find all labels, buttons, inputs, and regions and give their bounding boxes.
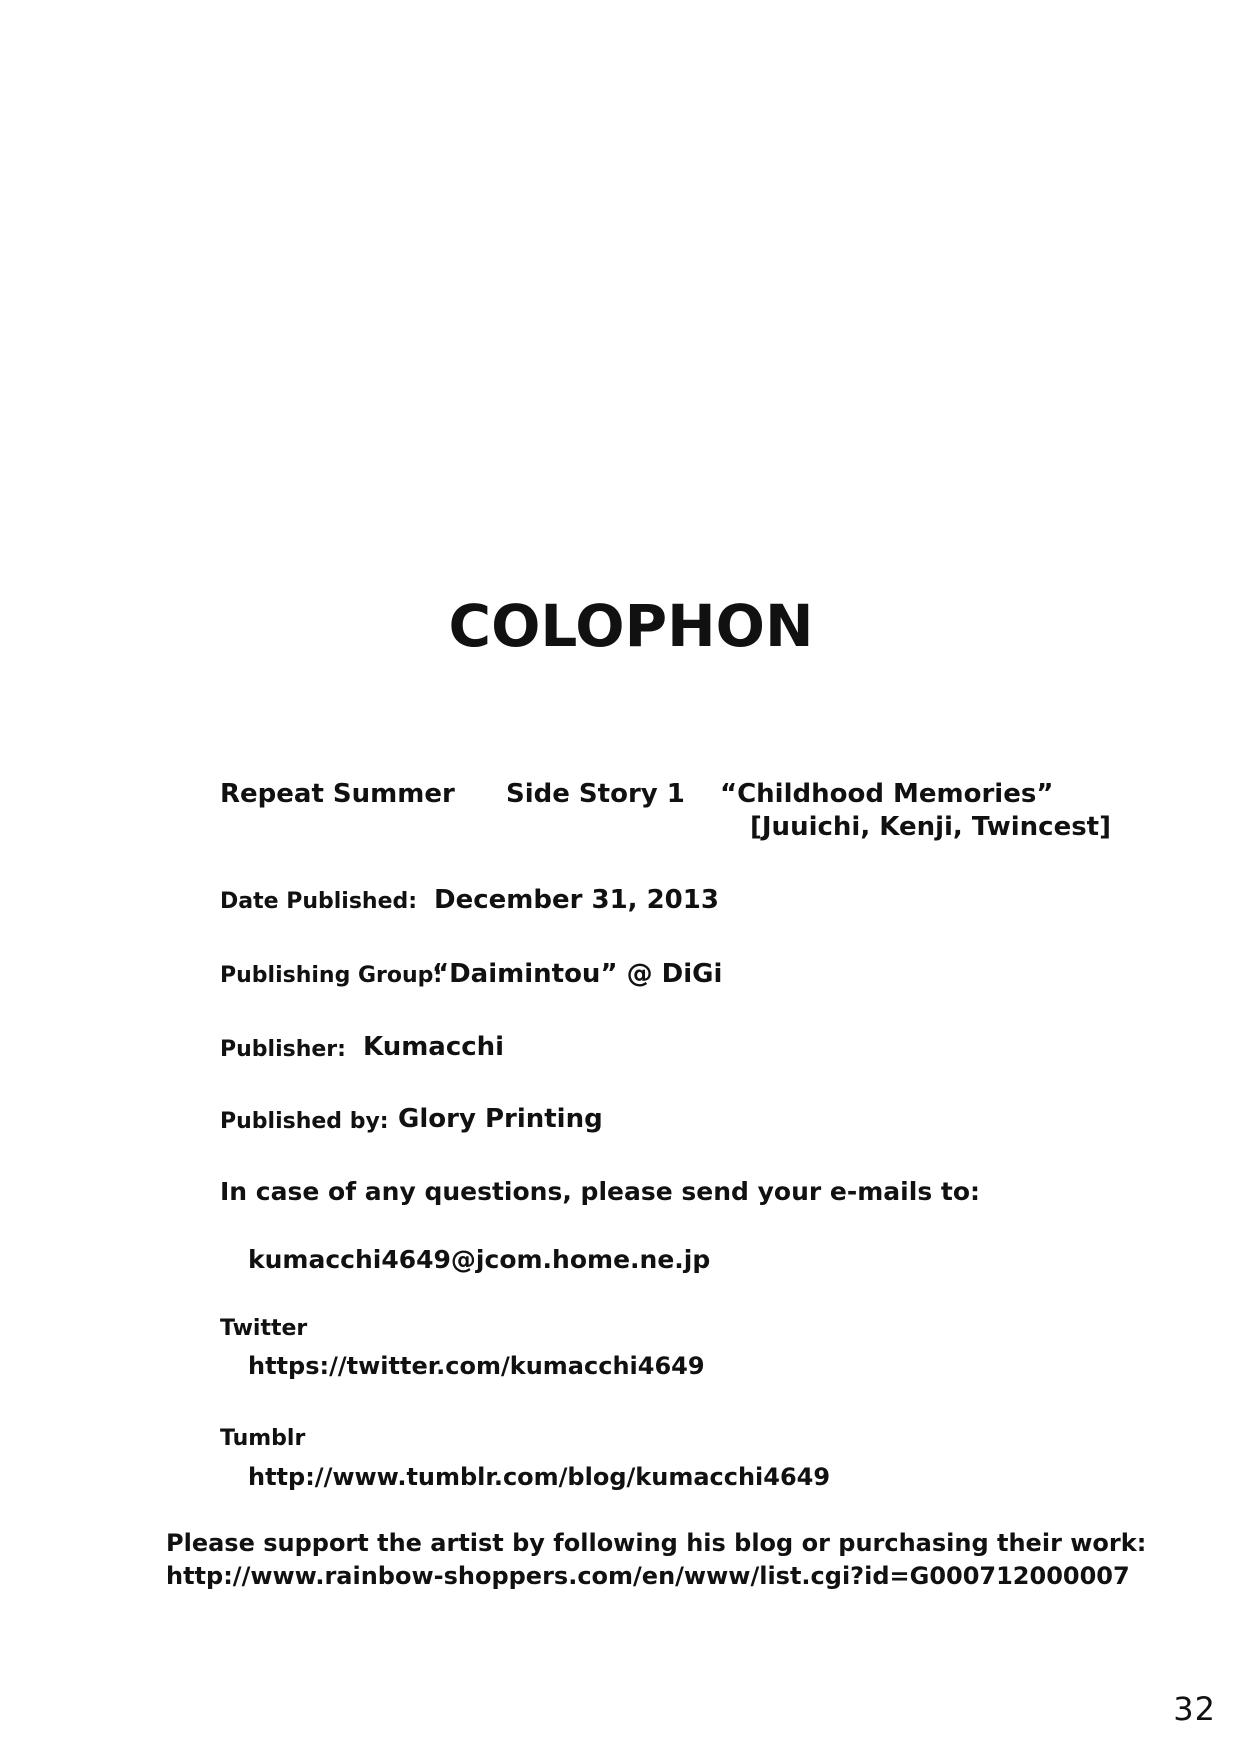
page-number: 32 bbox=[1173, 1690, 1216, 1728]
contact-intro: In case of any questions, please send your e-mails to: bbox=[220, 1177, 981, 1206]
printer-label: Published by: bbox=[220, 1109, 389, 1134]
tumblr-label: Tumblr bbox=[220, 1426, 306, 1451]
story-subtitle: “Childhood Memories” bbox=[720, 779, 1054, 809]
support-link[interactable]: http://www.rainbow-shoppers.com/en/www/list.cgi?id=G000712000007 bbox=[166, 1562, 1130, 1590]
date-value: December 31, 2013 bbox=[434, 885, 719, 915]
group-label: Publishing Group: bbox=[220, 963, 443, 988]
page-title: COLOPHON bbox=[448, 592, 814, 660]
tumblr-link[interactable]: http://www.tumblr.com/blog/kumacchi4649 bbox=[248, 1463, 831, 1491]
support-message: Please support the artist by following his blog or purchasing their work: bbox=[166, 1529, 1147, 1557]
twitter-link[interactable]: https://twitter.com/kumacchi4649 bbox=[248, 1352, 705, 1380]
group-value: “Daimintou” @ DiGi bbox=[432, 959, 723, 989]
story-tags: [Juuichi, Kenji, Twincest] bbox=[750, 812, 1111, 842]
story-part: Side Story 1 bbox=[506, 779, 685, 809]
publisher-label: Publisher: bbox=[220, 1037, 346, 1062]
printer-value: Glory Printing bbox=[398, 1104, 603, 1134]
contact-email[interactable]: kumacchi4649@jcom.home.ne.jp bbox=[248, 1245, 711, 1274]
date-label: Date Published: bbox=[220, 889, 418, 914]
publisher-value: Kumacchi bbox=[363, 1032, 505, 1062]
twitter-label: Twitter bbox=[220, 1316, 308, 1341]
series-title: Repeat Summer bbox=[220, 779, 455, 809]
